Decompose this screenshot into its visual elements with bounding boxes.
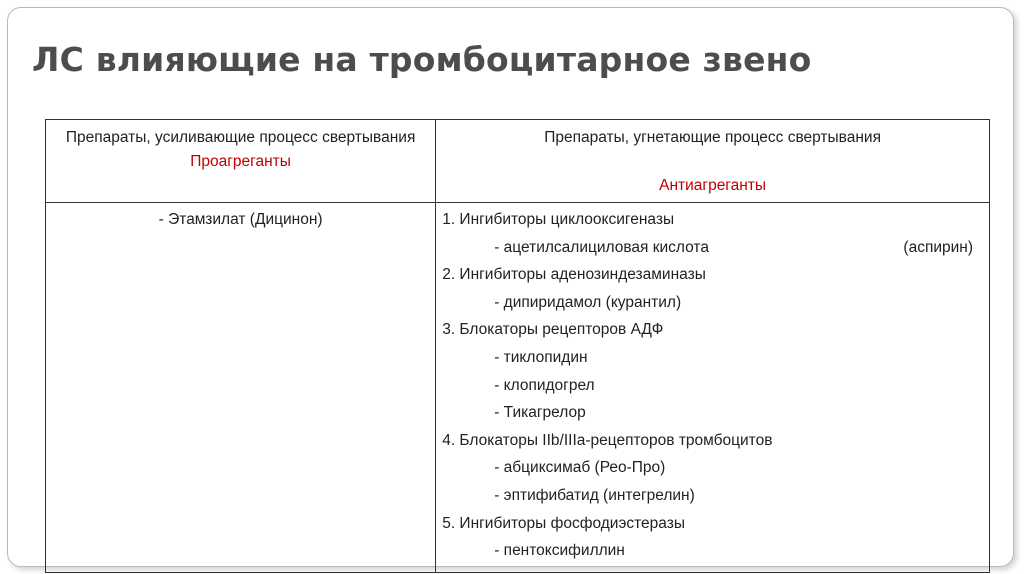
list-item: - абциксимаб (Рео-Про) bbox=[494, 459, 666, 477]
list-item: 1. Ингибиторы циклооксигеназы bbox=[442, 211, 675, 228]
left-group-label: Проагреганты bbox=[190, 153, 291, 170]
list-item: - дипиридамол (курантил) bbox=[494, 293, 682, 311]
list-item: - пентоксифиллин bbox=[494, 542, 625, 560]
right-group-label: Антиагреганты bbox=[659, 177, 767, 194]
list-item: - эптифибатид (интегрелин) bbox=[494, 486, 695, 504]
list-item: - тиклопидин bbox=[494, 348, 588, 366]
list-item: - клопидогрел bbox=[494, 376, 595, 394]
body-cell-right bbox=[436, 203, 990, 573]
list-item: 5. Ингибиторы фосфодиэстеразы bbox=[442, 514, 685, 532]
list-item bbox=[442, 237, 977, 265]
list-item: - Тикагрелор bbox=[494, 404, 586, 422]
page-title: ЛС влияющие на тромбоцитарное звено bbox=[32, 40, 812, 79]
left-header-text: Препараты, усиливающие процесс свертывания bbox=[65, 129, 416, 146]
right-header-text: Препараты, угнетающие процесс свертывания bbox=[544, 129, 881, 146]
list-item: - Этамзилат (Дицинон) bbox=[158, 211, 323, 228]
header-row bbox=[46, 120, 990, 203]
list-item: 4. Блокаторы IIb/IIIa-рецепторов тромбоцитов bbox=[442, 431, 773, 449]
list-item: 2. Ингибиторы аденозиндезаминазы bbox=[442, 266, 706, 284]
drug-name: - ацетилсалициловая кислота bbox=[494, 238, 709, 256]
body-row bbox=[46, 203, 990, 573]
header-cell-right bbox=[436, 120, 990, 203]
list-item: 3. Блокаторы рецепторов АДФ bbox=[442, 321, 664, 339]
body-cell-left bbox=[46, 203, 436, 573]
right-list bbox=[436, 203, 989, 572]
drug-table bbox=[45, 119, 990, 573]
drug-note: (аспирин) bbox=[903, 238, 973, 256]
header-cell-left bbox=[46, 120, 436, 203]
slide-frame bbox=[7, 7, 1014, 567]
